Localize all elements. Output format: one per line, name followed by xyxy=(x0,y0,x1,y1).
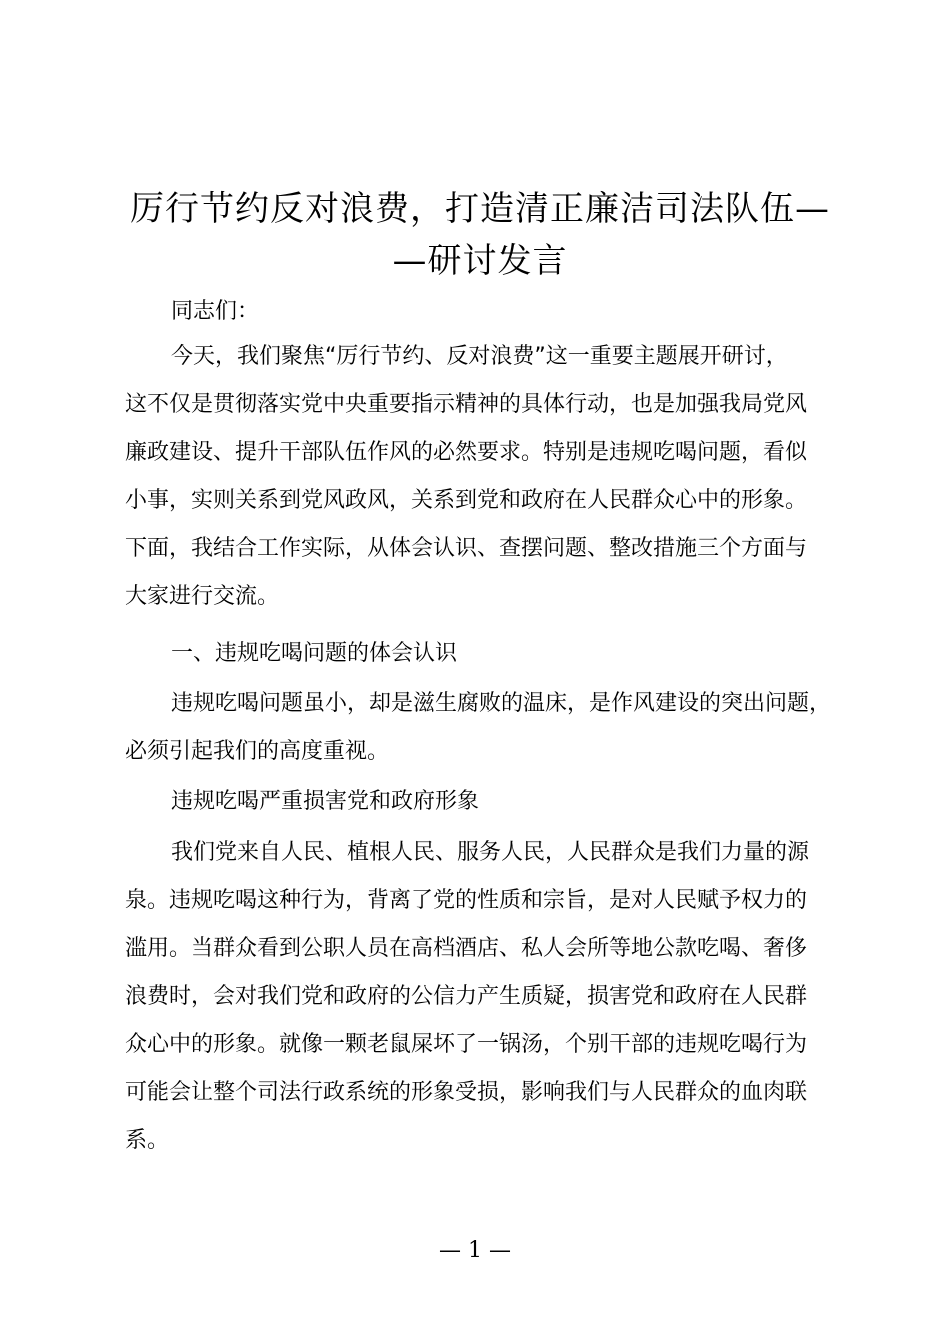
page-number xyxy=(0,1236,950,1266)
text-line: 大家进行交流。 xyxy=(125,584,280,609)
text-line: 系。 xyxy=(125,1128,170,1153)
title-line: 厉行节约反对浪费，打造清正廉洁司法队伍— xyxy=(130,189,830,229)
intro-paragraph xyxy=(125,333,835,621)
text-line: 今天，我们聚焦“厉行节约、反对浪费”这一重要主题展开研讨， xyxy=(171,344,788,369)
text-line: 可能会让整个司法行政系统的形象受损，影响我们与人民群众的血肉联 xyxy=(125,1080,808,1105)
text-line: 必须引起我们的高度重视。 xyxy=(125,739,390,764)
text-line: 滥用。当群众看到公职人员在高档酒店、私人会所等地公款吃喝、奢侈 xyxy=(125,936,808,961)
text-line: 廉政建设、提升干部队伍作风的必然要求。特别是违规吃喝问题，看似 xyxy=(125,440,808,465)
text-line: 小事，实则关系到党风政风，关系到党和政府在人民群众心中的形象。 xyxy=(125,488,808,513)
section1-paragraph xyxy=(125,680,835,776)
text-line: 我们党来自人民、植根人民、服务人民，人民群众是我们力量的源 xyxy=(171,840,810,865)
text-line: 这不仅是贯彻落实党中央重要指示精神的具体行动，也是加强我局党风 xyxy=(125,392,808,417)
section-heading-text: 一、违规吃喝问题的体会认识 xyxy=(171,641,458,666)
text-line: 违规吃喝问题虽小，却是滋生腐败的温床，是作风建设的突出问题， xyxy=(171,691,832,716)
text-line: 下面，我结合工作实际，从体会认识、查摆问题、整改措施三个方面与 xyxy=(125,536,808,561)
subheading xyxy=(125,778,881,826)
document-title xyxy=(125,183,835,287)
salutation-text: 同志们： xyxy=(171,299,260,324)
title-line: —研讨发言 xyxy=(392,241,568,281)
section-heading xyxy=(125,630,881,678)
subheading-text: 违规吃喝严重损害党和政府形象 xyxy=(171,789,480,814)
text-line: 众心中的形象。就像一颗老鼠屎坏了一锅汤，个别干部的违规吃喝行为 xyxy=(125,1032,808,1057)
text-line: 泉。违规吃喝这种行为，背离了党的性质和宗旨，是对人民赋予权力的 xyxy=(125,888,808,913)
page-number-text: — 1 — xyxy=(439,1238,511,1263)
text-line: 浪费时，会对我们党和政府的公信力产生质疑，损害党和政府在人民群 xyxy=(125,984,808,1009)
body-paragraph xyxy=(125,829,835,1165)
salutation xyxy=(125,288,881,336)
